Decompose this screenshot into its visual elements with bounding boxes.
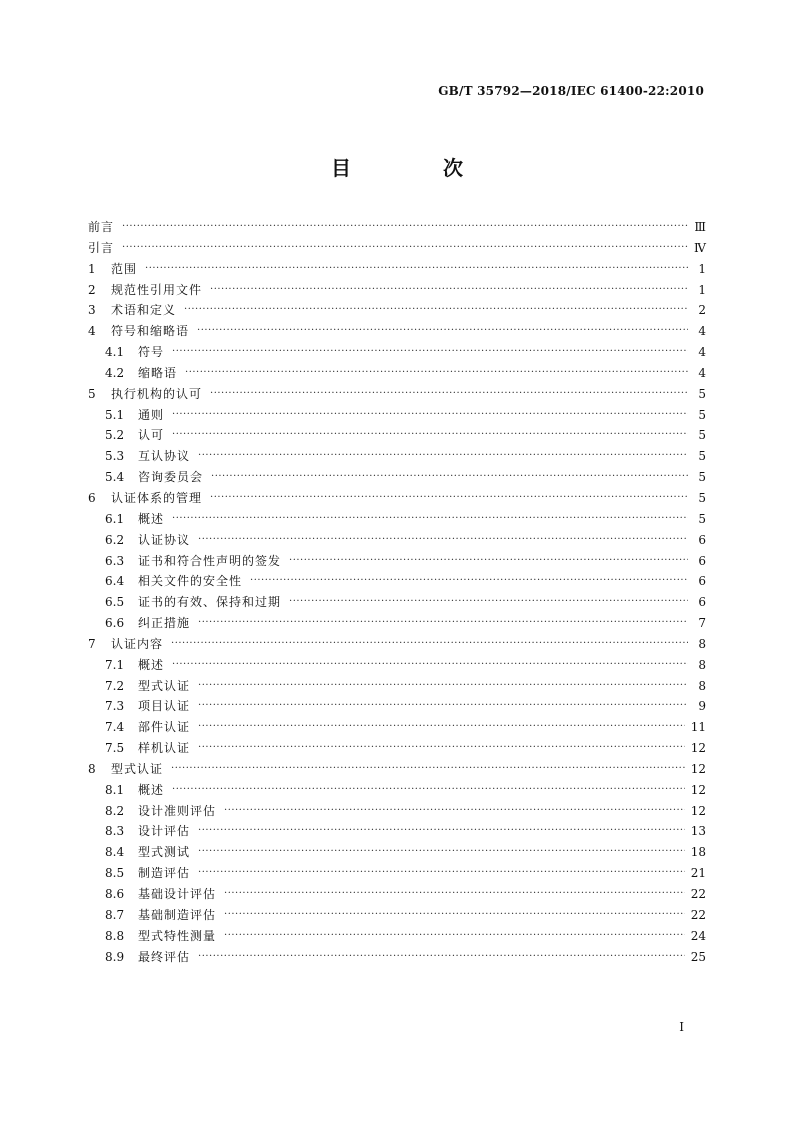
toc-entry-page: 22 xyxy=(690,907,706,922)
toc-entry-title: 部件认证 xyxy=(138,720,191,735)
toc-entry[interactable] xyxy=(88,571,706,592)
toc-entry-title: 型式特性测量 xyxy=(138,928,217,943)
toc-dot-leader xyxy=(171,759,685,780)
toc-dot-leader xyxy=(198,530,688,551)
toc-entry-page: 5 xyxy=(698,407,706,422)
toc-entry-title: 范围 xyxy=(111,261,138,276)
toc-entry-title: 缩略语 xyxy=(138,365,178,380)
toc-entry-title: 符号和缩略语 xyxy=(111,324,190,339)
toc-entry-page: Ⅲ xyxy=(694,220,706,234)
toc-entry-title: 型式测试 xyxy=(138,845,191,860)
toc-entry-page: 5 xyxy=(698,470,706,485)
standard-code: GB/T 35792—2018/IEC 61400-22:2010 xyxy=(438,84,704,98)
toc-entry-number: 5.1 xyxy=(105,407,125,422)
toc-entry[interactable] xyxy=(88,342,706,363)
toc-entry-title: 引言 xyxy=(88,240,115,255)
toc-entry-title: 样机认证 xyxy=(138,741,191,756)
toc-entry-page: 12 xyxy=(690,803,706,818)
toc-entry-number: 1 xyxy=(88,261,96,276)
toc-entry-title: 基础设计评估 xyxy=(138,887,217,901)
toc-entry-title: 设计准则评估 xyxy=(138,803,217,818)
toc-entry-page: 5 xyxy=(698,449,706,464)
toc-entry-title: 概述 xyxy=(138,657,165,672)
toc-entry[interactable] xyxy=(88,634,706,655)
toc-dot-leader xyxy=(172,780,685,801)
toc-dot-leader xyxy=(198,842,685,863)
toc-entry[interactable] xyxy=(88,363,706,384)
toc-entry-number: 4 xyxy=(88,324,96,339)
toc-dot-leader xyxy=(250,571,688,592)
toc-entry-number: 5 xyxy=(88,386,96,401)
toc-entry-title: 咨询委员会 xyxy=(138,470,204,485)
toc-entry-title: 认证内容 xyxy=(111,636,164,651)
toc-dot-leader xyxy=(224,884,685,905)
toc-dot-leader xyxy=(224,905,685,926)
toc-entry[interactable] xyxy=(88,717,706,738)
toc-entry[interactable] xyxy=(88,863,706,884)
toc-entry[interactable] xyxy=(88,300,706,321)
toc-entry-number: 3 xyxy=(88,303,96,318)
toc-entry-title: 符号 xyxy=(138,345,165,360)
toc-entry[interactable] xyxy=(88,259,706,280)
toc-entry-title: 认证体系的管理 xyxy=(111,490,203,505)
toc-entry-page: 9 xyxy=(698,699,706,714)
toc-entry[interactable] xyxy=(88,884,706,905)
toc-entry-number: 7.1 xyxy=(105,657,125,672)
toc-entry-page: 4 xyxy=(698,345,706,360)
toc-entry-number: 8.7 xyxy=(105,907,125,922)
toc-entry[interactable] xyxy=(88,947,706,968)
toc-entry-page: 6 xyxy=(698,553,706,568)
toc-entry-title: 互认协议 xyxy=(138,449,191,464)
toc-entry-title: 术语和定义 xyxy=(111,303,177,318)
toc-entry-title: 认证协议 xyxy=(138,532,191,547)
toc-entry-title: 基础制造评估 xyxy=(138,907,217,922)
toc-entry[interactable] xyxy=(88,738,706,759)
toc-entry[interactable] xyxy=(88,488,706,509)
toc-entry-title: 纠正措施 xyxy=(138,616,191,631)
toc-entry-page: 7 xyxy=(698,616,706,631)
toc-entry-number: 8.4 xyxy=(105,845,125,860)
toc-entry-title: 证书的有效、保持和过期 xyxy=(138,595,282,610)
toc-entry-page: Ⅳ xyxy=(694,240,706,255)
toc-entry[interactable] xyxy=(88,905,706,926)
toc-entry-page: 1 xyxy=(698,282,706,297)
toc-dot-leader xyxy=(198,676,688,697)
toc-entry-page: 1 xyxy=(698,261,706,276)
toc-dot-leader xyxy=(224,801,685,822)
toc-entry-number: 6.4 xyxy=(105,574,125,589)
toc-entry-title: 概述 xyxy=(138,511,165,526)
toc-entry-number: 8.2 xyxy=(105,803,125,818)
toc-entry-title: 制造评估 xyxy=(138,866,191,881)
toc-entry-number: 6.6 xyxy=(105,616,125,631)
toc-entry-number: 6.5 xyxy=(105,595,125,610)
toc-entry-number: 5.3 xyxy=(105,449,125,464)
toc-entry-title: 通则 xyxy=(138,407,165,422)
toc-entry-page: 5 xyxy=(698,428,706,443)
toc-entry-page: 25 xyxy=(690,949,706,964)
toc-entry-title: 最终评估 xyxy=(138,949,191,964)
toc-entry-number: 4.2 xyxy=(105,365,125,380)
toc-entry[interactable] xyxy=(88,801,706,822)
toc-entry-page: 6 xyxy=(698,532,706,547)
toc-entry-page: 4 xyxy=(698,365,706,380)
toc-dot-leader xyxy=(198,613,688,634)
toc-entry-page: 2 xyxy=(698,303,706,318)
toc-dot-leader xyxy=(210,280,688,301)
toc-entry[interactable] xyxy=(88,238,706,259)
toc-entry-title: 规范性引用文件 xyxy=(111,282,203,297)
toc-entry-page: 12 xyxy=(690,761,706,776)
toc-entry-page: 12 xyxy=(690,782,706,797)
toc-dot-leader xyxy=(211,467,688,488)
toc-entry-title: 相关文件的安全性 xyxy=(138,574,243,589)
toc-dot-leader xyxy=(289,551,688,572)
toc-dot-leader xyxy=(172,405,688,426)
toc-entry[interactable] xyxy=(88,405,706,426)
toc-entry-page: 8 xyxy=(698,636,706,651)
toc-entry-number: 8.6 xyxy=(105,887,125,901)
toc-entry-number: 7.4 xyxy=(105,720,125,735)
toc-entry-title: 项目认证 xyxy=(138,699,191,714)
toc-entry-number: 7 xyxy=(88,636,96,651)
toc-entry[interactable] xyxy=(88,780,706,801)
toc-dot-leader xyxy=(198,696,688,717)
toc-entry-number: 8.8 xyxy=(105,928,125,943)
toc-entry-number: 6 xyxy=(88,490,96,505)
toc-entry[interactable] xyxy=(88,384,706,405)
toc-entry[interactable] xyxy=(88,676,706,697)
toc-entry[interactable] xyxy=(88,321,706,342)
toc-dot-leader xyxy=(210,384,688,405)
toc-entry-page: 6 xyxy=(698,574,706,589)
toc-dot-leader xyxy=(198,863,685,884)
toc-entry-page: 12 xyxy=(690,741,706,756)
toc-entry-page: 18 xyxy=(690,845,706,860)
toc-entry[interactable] xyxy=(88,592,706,613)
toc-dot-leader xyxy=(172,425,688,446)
toc-entry[interactable] xyxy=(88,613,706,634)
toc-entry-page: 8 xyxy=(698,657,706,672)
toc-dot-leader xyxy=(198,738,685,759)
toc-entry-title: 型式认证 xyxy=(111,761,164,776)
toc-entry[interactable] xyxy=(88,926,706,947)
toc-entry-page: 5 xyxy=(698,490,706,505)
toc-entry-number: 2 xyxy=(88,282,96,297)
toc-entry[interactable] xyxy=(88,842,706,863)
toc-dot-leader xyxy=(198,446,688,467)
toc-dot-leader xyxy=(122,238,688,259)
toc-entry-title: 型式认证 xyxy=(138,678,191,693)
toc-dot-leader xyxy=(172,342,688,363)
toc-entry-number: 6.3 xyxy=(105,553,125,568)
toc-entry-page: 13 xyxy=(690,824,706,839)
toc-entry-number: 8.3 xyxy=(105,824,125,839)
toc-entry-number: 6.2 xyxy=(105,532,125,547)
toc-dot-leader xyxy=(122,217,688,238)
toc-dot-leader xyxy=(172,655,688,676)
toc-dot-leader xyxy=(145,259,688,280)
toc-entry[interactable] xyxy=(88,655,706,676)
toc-entry-number: 4.1 xyxy=(105,345,125,360)
toc-entry-number: 8.5 xyxy=(105,866,125,881)
toc-entry-title: 设计评估 xyxy=(138,824,191,839)
toc-entry-number: 6.1 xyxy=(105,511,125,526)
toc-entry-title: 前言 xyxy=(88,220,115,234)
toc-entry-page: 11 xyxy=(690,720,706,735)
toc-entry[interactable] xyxy=(88,467,706,488)
toc-entry-page: 5 xyxy=(698,511,706,526)
toc-entry-page: 24 xyxy=(690,928,706,943)
toc-dot-leader xyxy=(289,592,688,613)
toc-dot-leader xyxy=(224,926,685,947)
toc-entry[interactable] xyxy=(88,530,706,551)
toc-entry[interactable] xyxy=(88,280,706,301)
toc-entry[interactable] xyxy=(88,696,706,717)
toc-dot-leader xyxy=(185,363,688,384)
toc-entry[interactable] xyxy=(88,551,706,572)
toc-entry-page: 5 xyxy=(698,386,706,401)
toc-entry-title: 认可 xyxy=(138,428,165,443)
toc-dot-leader xyxy=(197,321,688,342)
toc-dot-leader xyxy=(184,300,688,321)
toc-entry[interactable] xyxy=(88,446,706,467)
toc-entry-title: 概述 xyxy=(138,782,165,797)
toc-entry-title: 证书和符合性声明的签发 xyxy=(138,553,282,568)
toc-entry[interactable] xyxy=(88,425,706,446)
toc-entry-number: 8 xyxy=(88,761,96,776)
toc-entry[interactable] xyxy=(88,759,706,780)
toc-entry-number: 7.2 xyxy=(105,678,125,693)
toc-dot-leader xyxy=(171,634,688,655)
toc-entry[interactable] xyxy=(88,821,706,842)
toc-entry-page: 22 xyxy=(690,887,706,901)
toc-entry[interactable] xyxy=(88,217,706,238)
toc-dot-leader xyxy=(198,821,685,842)
toc-entry-number: 8.9 xyxy=(105,949,125,964)
toc-entry-page: 6 xyxy=(698,595,706,610)
toc-entry-page: 4 xyxy=(698,324,706,339)
toc-entry-number: 7.3 xyxy=(105,699,125,714)
toc-entry-number: 8.1 xyxy=(105,782,125,797)
toc-entry[interactable] xyxy=(88,509,706,530)
toc-dot-leader xyxy=(198,717,685,738)
toc-entry-title: 执行机构的认可 xyxy=(111,386,203,401)
toc-entry-number: 5.2 xyxy=(105,428,125,443)
toc-entry-page: 8 xyxy=(698,678,706,693)
table-of-contents xyxy=(88,217,706,967)
page-title: 目 次 xyxy=(331,156,499,180)
toc-dot-leader xyxy=(172,509,688,530)
toc-dot-leader xyxy=(210,488,688,509)
toc-entry-number: 7.5 xyxy=(105,741,125,756)
toc-dot-leader xyxy=(198,947,685,968)
toc-entry-page: 21 xyxy=(690,866,706,881)
page-number: Ⅰ xyxy=(679,1020,684,1034)
toc-entry-number: 5.4 xyxy=(105,470,125,485)
